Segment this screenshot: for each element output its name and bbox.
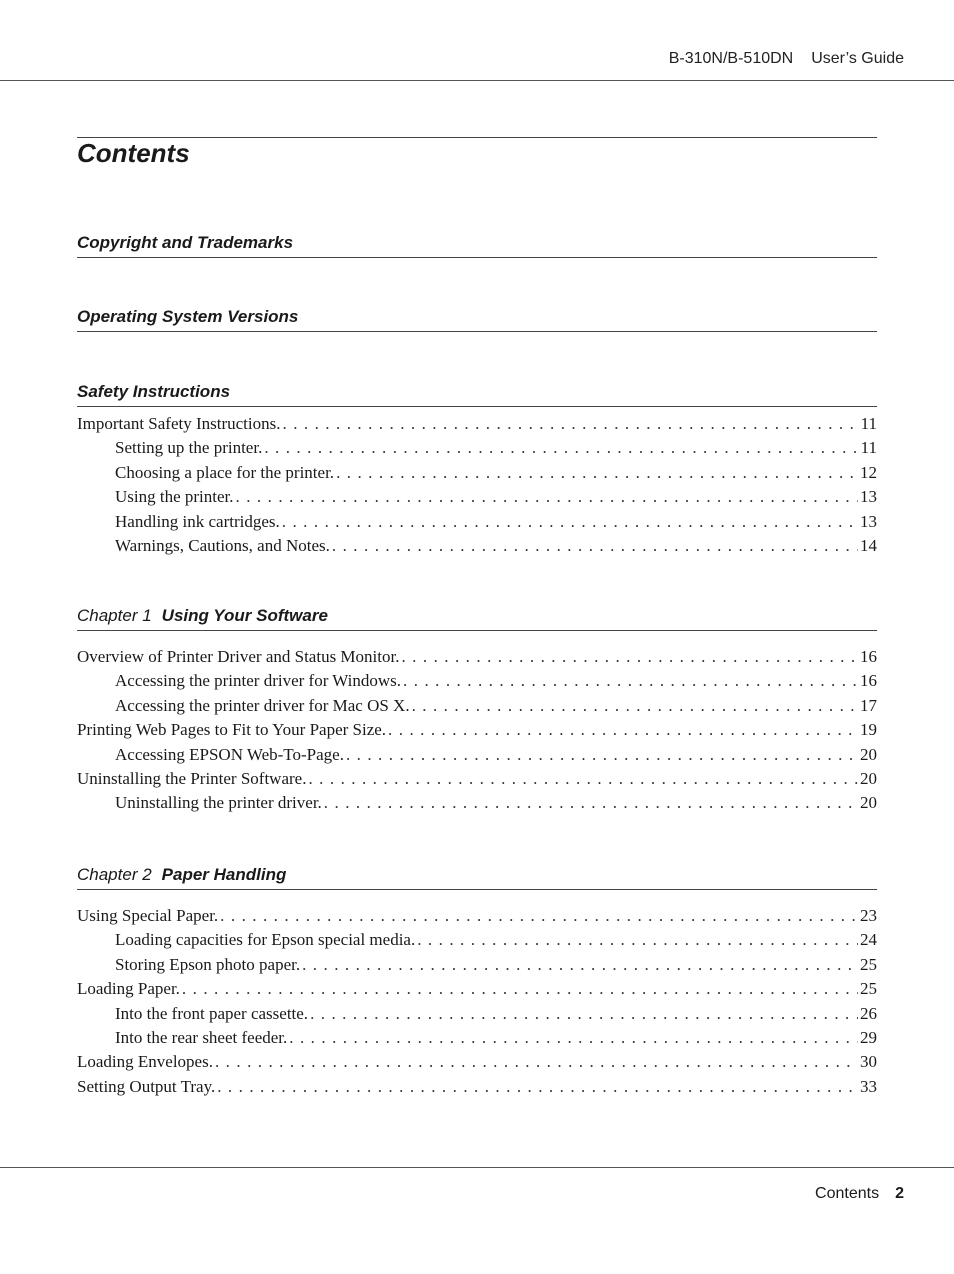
- toc-subentry[interactable]: [77, 928, 877, 952]
- page-title: Contents: [77, 138, 190, 168]
- dot-leader: [324, 791, 858, 815]
- page-number: 24: [860, 930, 877, 950]
- entry-title: Setting Output Tray.: [77, 1076, 216, 1096]
- running-header: [669, 50, 904, 68]
- dot-leader: [346, 743, 858, 767]
- chapter-title: Paper Handling: [161, 865, 287, 884]
- entry-title: Loading Envelopes.: [77, 1052, 213, 1072]
- page-number: 25: [860, 979, 877, 999]
- page-number: 20: [860, 793, 877, 813]
- dot-leader: [217, 1075, 858, 1099]
- header-model: B-310N/B-510DN: [668, 50, 794, 67]
- dot-leader: [308, 767, 858, 791]
- page-number: 25: [860, 954, 877, 974]
- page-number: 13: [860, 511, 877, 531]
- entry-title: Accessing the printer driver for Mac OS X.: [115, 695, 410, 715]
- toc-entry[interactable]: [77, 645, 877, 669]
- page-number: 19: [860, 720, 877, 740]
- page-number: 29: [860, 1027, 877, 1047]
- toc-entry[interactable]: [77, 904, 877, 928]
- page-footer: [815, 1185, 904, 1203]
- toc-entry-list: [77, 412, 877, 558]
- entry-title: Into the rear sheet feeder.: [115, 1027, 288, 1047]
- entry-title: Accessing the printer driver for Windows.: [115, 671, 402, 691]
- toc-subentry[interactable]: [77, 485, 877, 509]
- header-rule: [0, 80, 954, 81]
- dot-leader: [282, 510, 858, 534]
- chapter-heading[interactable]: [77, 605, 877, 631]
- toc-subentry[interactable]: [77, 1026, 877, 1050]
- toc-subentry[interactable]: [77, 669, 877, 693]
- dot-leader: [417, 928, 858, 952]
- dot-leader: [332, 534, 858, 558]
- dot-leader: [310, 1002, 858, 1026]
- entry-title: Uninstalling the Printer Software.: [77, 768, 307, 788]
- section-heading[interactable]: [77, 232, 877, 258]
- entry-title: Handling ink cartridges.: [115, 511, 280, 531]
- toc-subentry[interactable]: [77, 510, 877, 534]
- chapter-title: Using Your Software: [161, 606, 328, 625]
- toc-entry[interactable]: [77, 977, 877, 1001]
- page-number: 17: [860, 695, 877, 715]
- toc-entry[interactable]: [77, 412, 877, 436]
- footer-rule: [0, 1167, 954, 1168]
- dot-leader: [264, 436, 858, 460]
- dot-leader: [403, 669, 858, 693]
- toc-entry[interactable]: [77, 1050, 877, 1074]
- title-rule: [77, 137, 877, 138]
- entry-title: Using Special Paper.: [77, 906, 219, 925]
- toc-subentry[interactable]: [77, 461, 877, 485]
- toc-subentry[interactable]: [77, 534, 877, 558]
- entry-title: Overview of Printer Driver and Status Monitor.: [77, 647, 400, 666]
- toc-subentry[interactable]: [77, 743, 877, 767]
- section-title: Safety Instructions: [77, 382, 231, 401]
- toc-subentry[interactable]: [77, 791, 877, 815]
- page-number: 33: [860, 1076, 877, 1096]
- dot-leader: [236, 485, 858, 509]
- toc-section-chapter-2: [77, 864, 877, 1099]
- toc-entry[interactable]: [77, 1075, 877, 1099]
- toc-subentry[interactable]: [77, 436, 877, 460]
- page-number: 23: [860, 906, 877, 925]
- entry-title: Warnings, Cautions, and Notes.: [115, 535, 330, 555]
- dot-leader: [215, 1050, 858, 1074]
- dot-leader: [401, 645, 858, 669]
- entry-title: Setting up the printer.: [115, 438, 263, 458]
- section-title: Operating System Versions: [77, 307, 299, 326]
- page-number: 30: [860, 1052, 877, 1072]
- dot-leader: [220, 904, 858, 928]
- toc-section-chapter-1: [77, 605, 877, 816]
- toc-entry[interactable]: [77, 718, 877, 742]
- toc-entry-list: [77, 645, 877, 816]
- page-number: 13: [860, 487, 877, 507]
- chapter-heading[interactable]: [77, 864, 877, 890]
- entry-title: Accessing EPSON Web-To-Page.: [115, 744, 344, 764]
- section-heading[interactable]: [77, 381, 877, 407]
- entry-title: Choosing a place for the printer.: [115, 462, 335, 482]
- page-number: 26: [860, 1003, 877, 1023]
- entry-title: Important Safety Instructions.: [77, 414, 281, 433]
- page-number: 16: [860, 671, 877, 691]
- footer-page-number: 2: [895, 1185, 904, 1202]
- section-title: Copyright and Trademarks: [77, 233, 294, 252]
- entry-title: Loading Paper.: [77, 979, 180, 999]
- dot-leader: [388, 718, 858, 742]
- dot-leader: [302, 953, 858, 977]
- dot-leader: [412, 694, 858, 718]
- entry-title: Printing Web Pages to Fit to Your Paper Size.: [77, 720, 387, 740]
- page-number: 20: [860, 768, 877, 788]
- chapter-number: Chapter 1: [77, 606, 152, 625]
- page-number: 20: [860, 744, 877, 764]
- dot-leader: [182, 977, 858, 1001]
- toc-section-os-versions: [77, 306, 877, 332]
- entry-title: Using the printer.: [115, 487, 234, 507]
- toc-entry[interactable]: [77, 767, 877, 791]
- page-number: 12: [860, 462, 877, 482]
- page-number: 11: [860, 438, 877, 458]
- dot-leader: [283, 412, 859, 436]
- chapter-number: Chapter 2: [77, 865, 152, 884]
- page-number: 11: [860, 414, 877, 433]
- dot-leader: [336, 461, 858, 485]
- entry-title: Into the front paper cassette.: [115, 1003, 309, 1023]
- toc-subentry[interactable]: [77, 953, 877, 977]
- entry-title: Loading capacities for Epson special media.: [115, 930, 416, 950]
- page-number: 16: [860, 647, 877, 666]
- header-guide-title: User’s Guide: [811, 50, 904, 67]
- toc-section-copyright: [77, 232, 877, 258]
- dot-leader: [289, 1026, 858, 1050]
- toc-entry-list: [77, 904, 877, 1099]
- toc-subentry[interactable]: [77, 694, 877, 718]
- page-number: 14: [860, 535, 877, 555]
- entry-title: Uninstalling the printer driver.: [115, 793, 322, 813]
- entry-title: Storing Epson photo paper.: [115, 954, 301, 974]
- toc-subentry[interactable]: [77, 1002, 877, 1026]
- footer-label: Contents: [815, 1185, 880, 1202]
- toc-section-safety: [77, 381, 877, 558]
- section-heading[interactable]: [77, 306, 877, 332]
